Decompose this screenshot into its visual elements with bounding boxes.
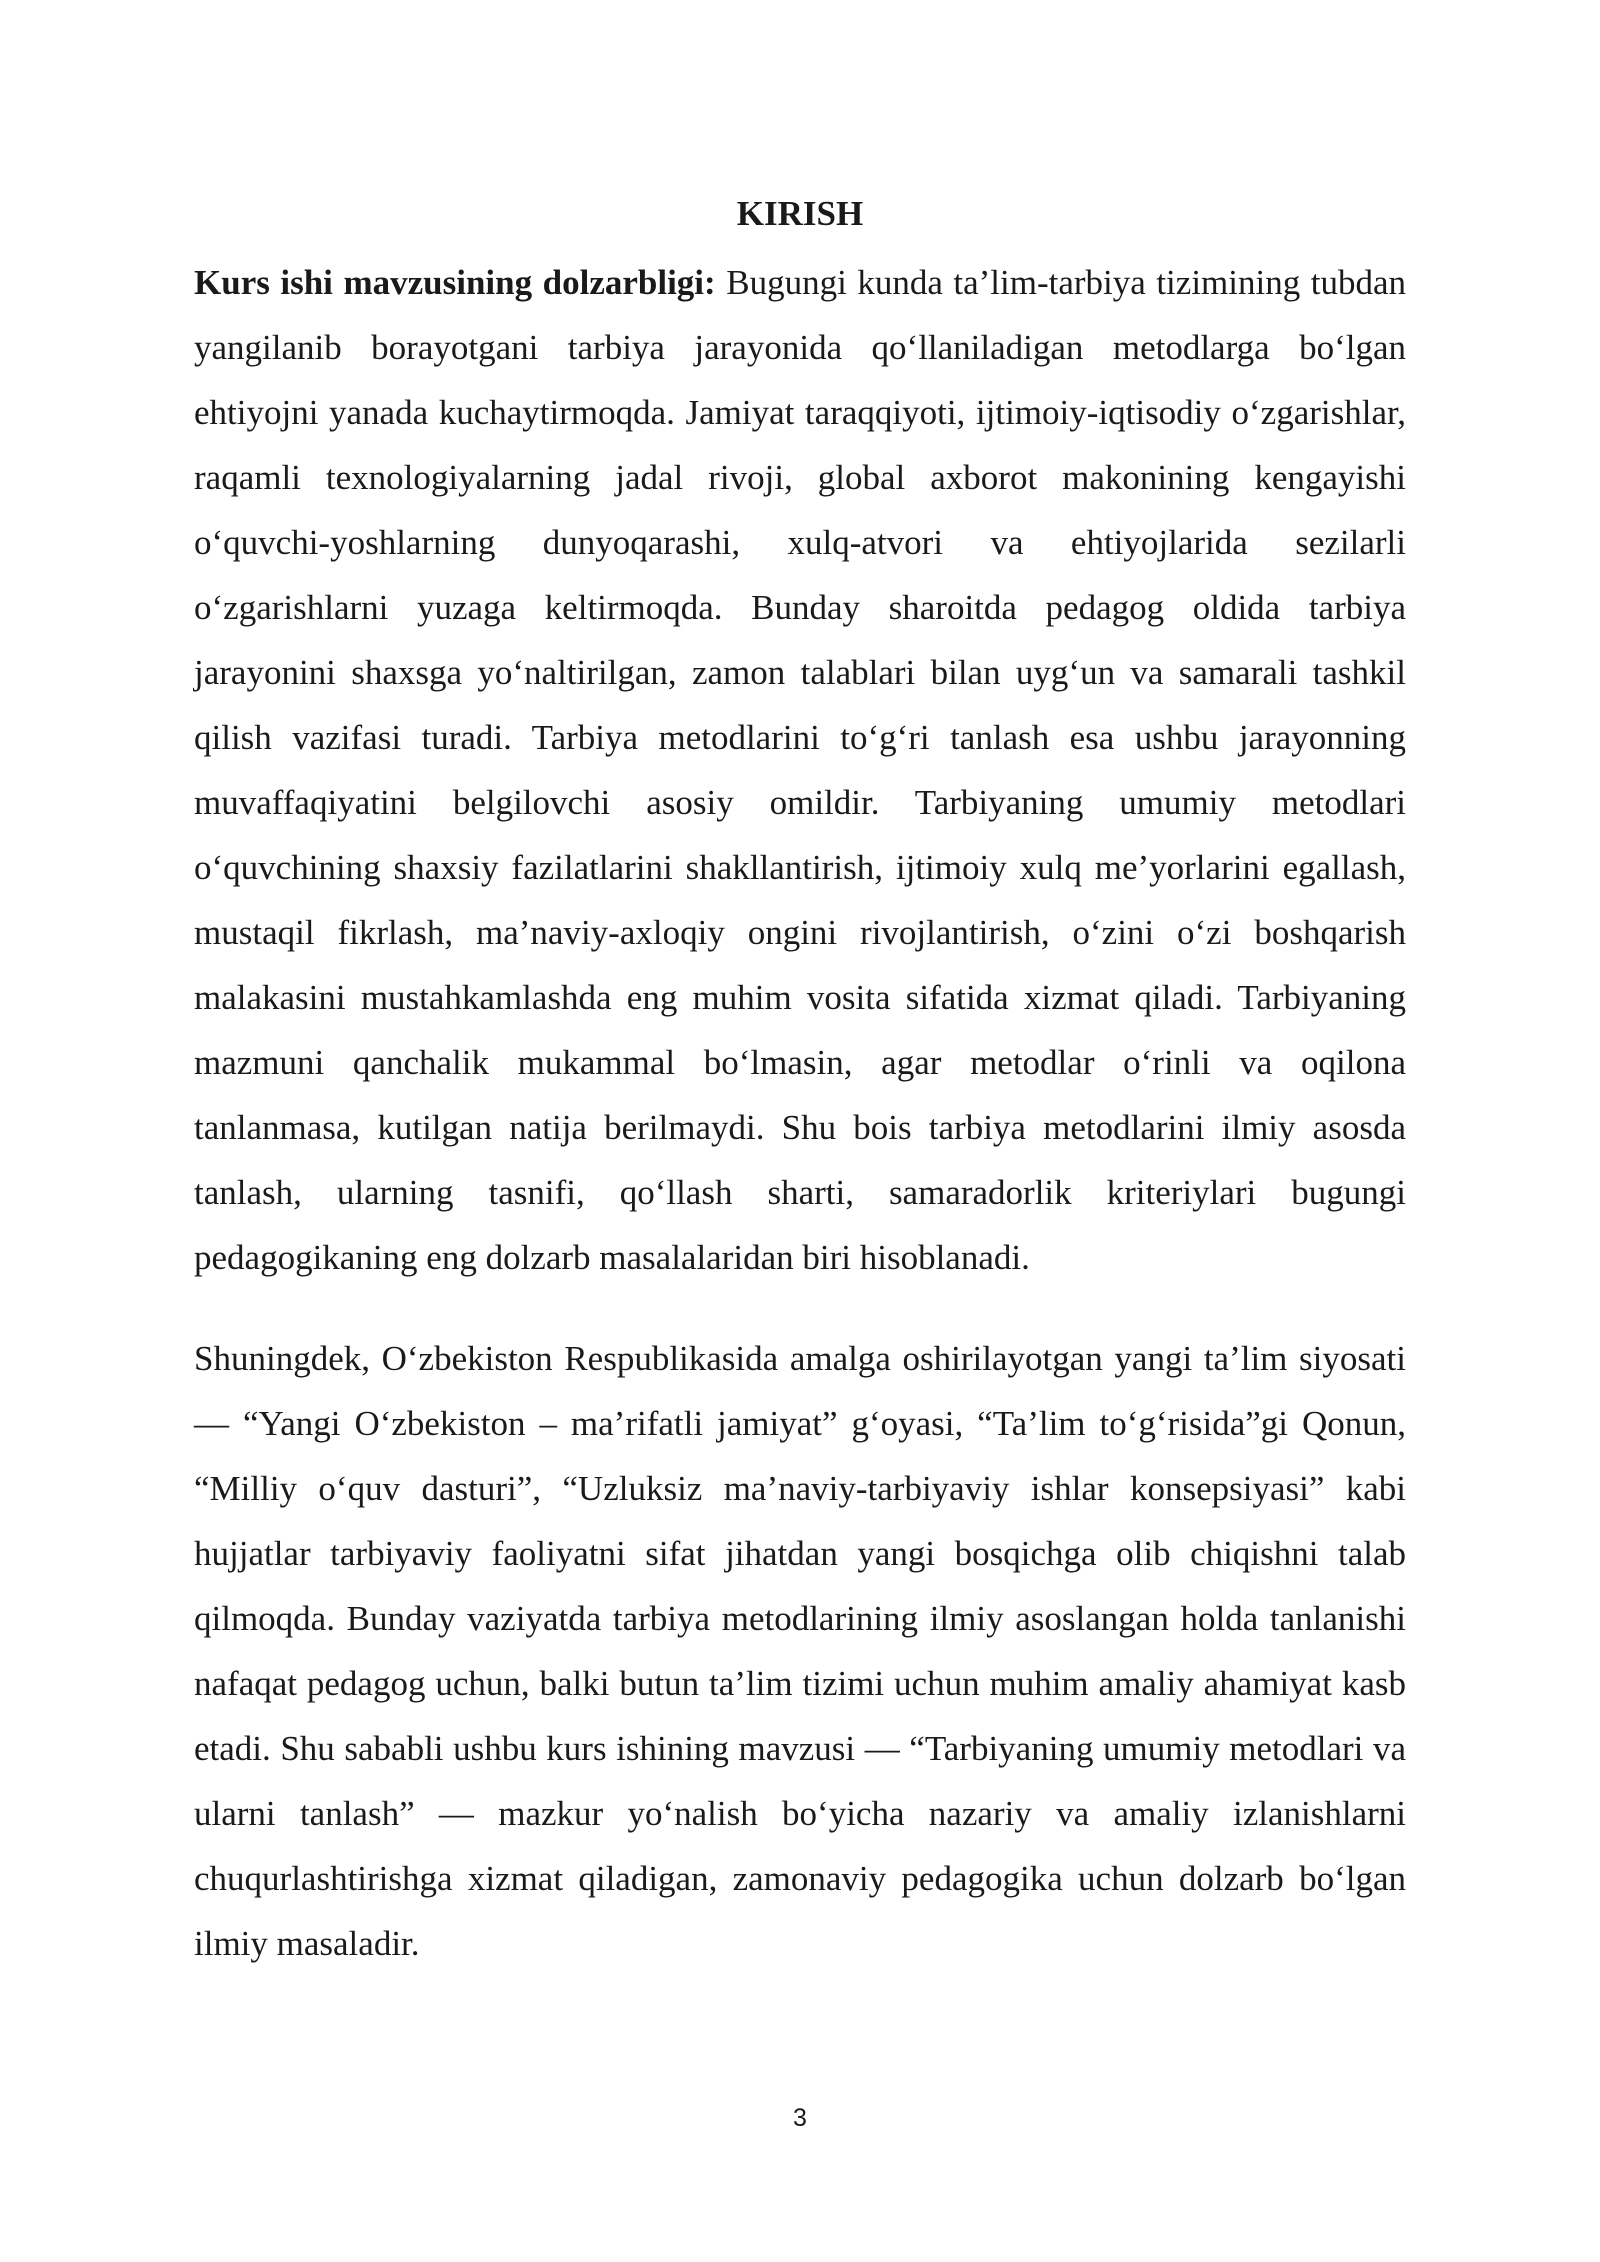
paragraph-lead: Kurs ishi mavzusining dolzarbligi: [194,263,716,302]
section-heading: KIRISH [736,194,864,233]
paragraph-policy: Shuningdek, O‘zbekiston Respublikasida amalga oshirilayotgan yangi ta’lim siyosati — “Yangi O‘zbekiston – ma’rifatli jamiyat” g‘oyasi, “Ta’lim to‘g‘risida”gi Qonun, “Milliy o‘quv dasturi”, “Uzluksiz ma’naviy-tarbiyaviy ishlar konsepsiyasi” kabi hujjatlar tarbiyaviy faoliyatni sifat jihatdan yangi bosqichga olib chiqishni talab qilmoqda. Bunday vaziyatda tarbiya metodlarining ilmiy asoslangan holda tanlanishi nafaqat pedagog uchun, balki butun ta’lim tizimi uchun muhim amaliy ahamiyat kasb etadi. Shu sababli ushbu kurs ishining mavzusi — “Tarbiyaning umumiy metodlari va ularni tanlash” — mazkur yo‘nalish bo‘yicha nazariy va amaliy izlanishlarni chuqurlashtirishga xizmat qiladigan, zamonaviy pedagogika uchun dolzarb bo‘lgan ilmiy masaladir. [194,1339,1406,1963]
paragraph-relevance [194,250,1406,1290]
page-number: 3 [793,2104,807,2132]
paragraph-body: Bugungi kunda ta’lim-tarbiya tizimining tubdan yangilanib borayotgani tarbiya jarayonida qo‘llaniladigan metodlarga bo‘lgan ehtiyojni yanada kuchaytirmoqda. Jamiyat taraqqiyoti, ijtimoiy-iqtisodiy o‘zgarishlar, raqamli texnologiyalarning jadal rivoji, global axborot makonining kengayishi o‘quvchi-yoshlarning dunyoqarashi, xulq-atvori va ehtiyojlarida sezilarli o‘zgarishlarni yuzaga keltirmoqda. Bunday sharoitda pedagog oldida tarbiya jarayonini shaxsga yo‘naltirilgan, zamon talablari bilan uyg‘un va samarali tashkil qilish vazifasi turadi. Tarbiya metodlarini to‘g‘ri tanlash esa ushbu jarayonning muvaffaqiyatini belgilovchi asosiy omildir. Tarbiyaning umumiy metodlari o‘quvchining shaxsiy fazilatlarini shakllantirish, ijtimoiy xulq me’yorlarini egallash, mustaqil fikrlash, ma’naviy-axloqiy ongini rivojlantirish, o‘zini o‘zi boshqarish malakasini mustahkamlashda eng muhim vosita sifatida xizmat qiladi. Tarbiyaning mazmuni qanchalik mukammal bo‘lmasin, agar metodlar o‘rinli va oqilona tanlanmasa, kutilgan natija berilmaydi. Shu bois tarbiya metodlarini ilmiy asosda tanlash, ularning tasnifi, qo‘llash sharti, samaradorlik kriteriylari bugungi pedagogikaning eng dolzarb masalalaridan biri hisoblanadi. [194,263,1406,1277]
page-content [194,186,1406,1976]
